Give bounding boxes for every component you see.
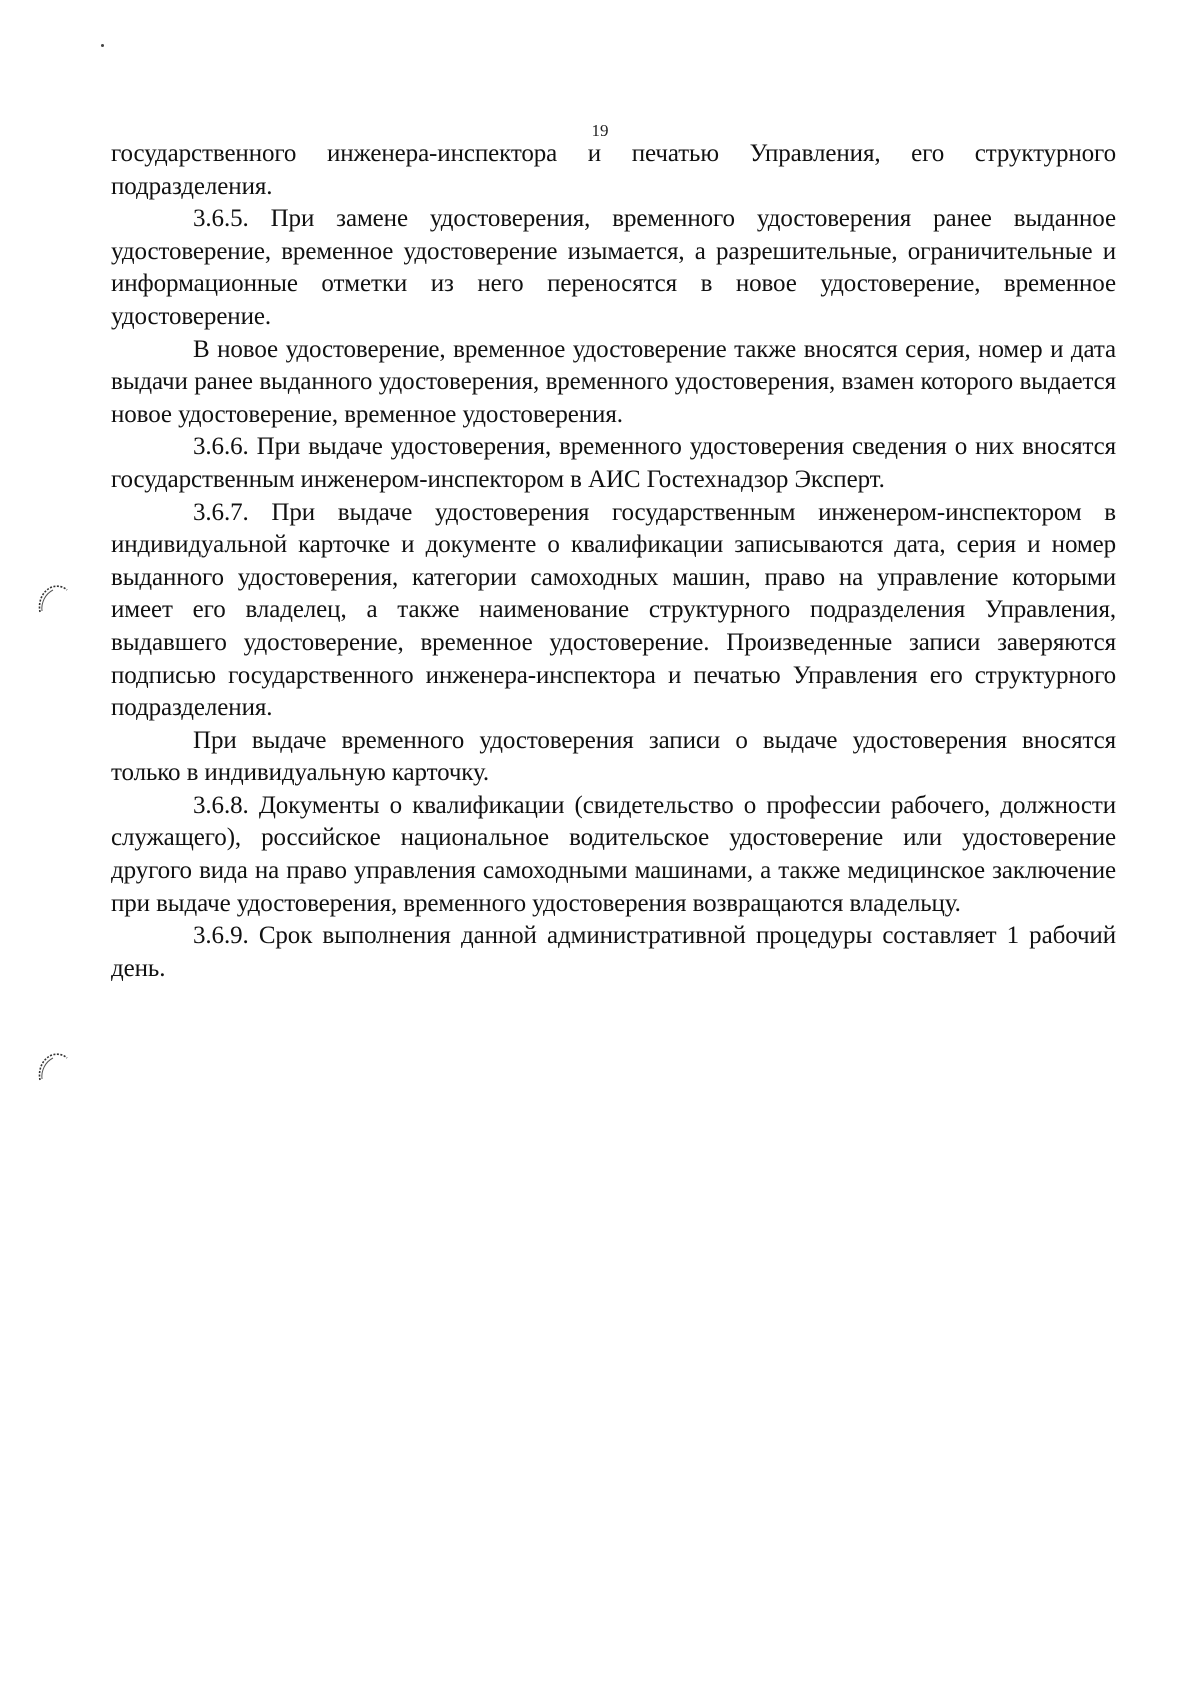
scan-speck (101, 44, 104, 47)
paragraph-3-6-9: 3.6.9. Срок выполнения данной административной процедуры составляет 1 рабочий день. (111, 922, 1116, 982)
paragraph-3-6-7-addendum: При выдаче временного удостоверения записи о выдаче удостоверения вносятся только в индивидуальную карточку. (111, 726, 1116, 787)
document-body (111, 138, 1116, 985)
page-number: 19 (591, 121, 609, 140)
punch-hole-mark-icon (36, 1050, 70, 1084)
paragraph-3-6-7: 3.6.7. При выдаче удостоверения государственным инженером-инспектором в индивидуальной карточке и документе о квалификации записываются дата, серия и номер выданного удостоверения, категории самоходных машин, право на управление которыми имеет его владелец, а также наименование структурного подразделения Управления, выдавшего удостоверение, временное удостоверение. Произведенные записи заверяются подписью государственного инженера-инспектора и печатью Управления его структурного подразделения. (111, 498, 1116, 722)
paragraph-3-6-5-addendum: В новое удостоверение, временное удостоверение также вносятся серия, номер и дата выдачи ранее выданного удостоверения, временного удостоверения, взамен которого выдается новое удостоверение, временное удостоверения. (111, 335, 1116, 428)
paragraph-3-6-6: 3.6.6. При выдаче удостоверения, временного удостоверения сведения о них вносятся государственным инженером-инспектором в АИС Гостехнадзор Эксперт. (111, 433, 1116, 493)
paragraph-3-6-5: 3.6.5. При замене удостоверения, временного удостоверения ранее выданное удостоверение, временное удостоверение изымается, а разрешительные, ограничительные и информационные отметки из него переносятся в новое удостоверение, временное удостоверение. (111, 205, 1116, 330)
paragraph-continuation: государственного инженера-инспектора и печатью Управления, его структурного подразделения. (111, 140, 1116, 200)
paragraph-3-6-8: 3.6.8. Документы о квалификации (свидетельство о профессии рабочего, должности служащего), российское национальное водительское удостоверение или удостоверение другого вида на право управления самоходными машинами, а также медицинское заключение при выдаче удостоверения, временного удостоверения возвращаются владельцу. (111, 791, 1116, 917)
punch-hole-mark-icon (36, 582, 70, 616)
